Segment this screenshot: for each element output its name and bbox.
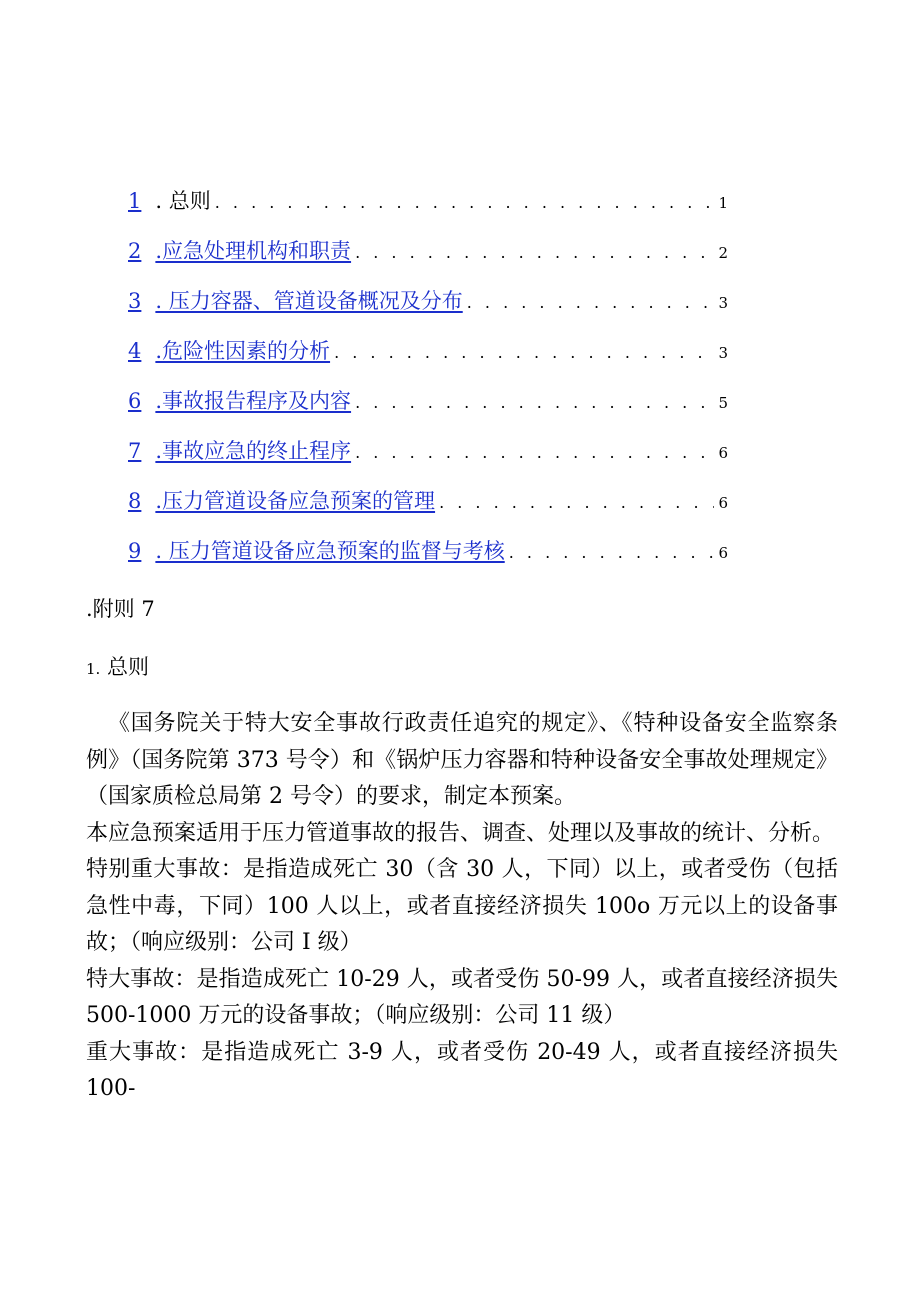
toc-leader-dots	[509, 543, 714, 562]
toc-page-number: 6	[718, 494, 728, 512]
toc-leader-dots	[355, 393, 714, 412]
toc-page-number: 1	[718, 194, 728, 212]
toc-entry-3[interactable]	[128, 285, 728, 335]
toc-entry-number[interactable]: 2	[128, 239, 142, 263]
toc-leader-dots	[334, 343, 714, 362]
paragraph: 特大事故：是指造成死亡 10-29 人，或者受伤 50-99 人，或者直接经济损失 500-1000 万元的设备事故；（响应级别：公司 11 级）	[86, 966, 838, 1028]
toc-entry-number[interactable]: 6	[128, 389, 142, 413]
toc-leader-dots	[439, 493, 714, 512]
section-number: 1.	[86, 660, 101, 678]
toc-leader-dots	[355, 243, 714, 262]
toc-page-number: 3	[718, 344, 728, 362]
toc-entry-number[interactable]: 4	[128, 339, 142, 363]
toc-page-number: 6	[718, 544, 728, 562]
toc-leader-dots	[355, 443, 714, 462]
toc-entry-number[interactable]: 7	[128, 439, 142, 463]
toc-entry-6[interactable]	[128, 385, 728, 435]
paragraph: 特别重大事故：是指造成死亡 30（含 30 人，下同）以上，或者受伤（包括急性中毒，下同）100 人以上，或者直接经济损失 100o 万元以上的设备事故；（响应级别：公司 I 级）	[86, 857, 838, 955]
toc-entry-link[interactable]: . 压力容器、管道设备概况及分布	[155, 289, 463, 313]
toc-page-number: 2	[718, 244, 728, 262]
paragraph: 《国务院关于特大安全事故行政责任追究的规定》、《特种设备安全监察条例》（国务院第 373 号令）和《锅炉压力容器和特种设备安全事故处理规定》（国家质检总局第 2 号令）的要求，制定本预案。	[86, 711, 838, 809]
section-heading	[86, 651, 149, 681]
toc-page-number: 6	[718, 444, 728, 462]
toc-entry-number[interactable]: 1	[128, 189, 142, 213]
toc-entry-4[interactable]	[128, 335, 728, 385]
toc-leader-dots	[467, 293, 714, 312]
toc-entry-number[interactable]: 9	[128, 539, 142, 563]
paragraph: 本应急预案适用于压力管道事故的报告、调查、处理以及事故的统计、分析。	[86, 820, 835, 846]
toc-entry-link[interactable]: .危险性因素的分析	[155, 339, 331, 363]
section-title: 总则	[107, 655, 149, 679]
toc-entry-link[interactable]: .应急处理机构和职责	[155, 239, 352, 263]
table-of-contents	[128, 185, 728, 585]
body-text	[86, 706, 838, 1108]
toc-entry-label: . 总则	[155, 189, 211, 213]
toc-entry-2[interactable]	[128, 235, 728, 285]
annex-heading: .附则 7	[86, 597, 155, 621]
toc-entry-link[interactable]: .压力管道设备应急预案的管理	[155, 489, 436, 513]
toc-entry-link[interactable]: .事故报告程序及内容	[155, 389, 352, 413]
toc-entry-link[interactable]: . 压力管道设备应急预案的监督与考核	[155, 539, 505, 563]
toc-page-number: 3	[718, 294, 728, 312]
paragraph: 重大事故：是指造成死亡 3-9 人，或者受伤 20-49 人，或者直接经济损失 100-	[86, 1039, 838, 1101]
toc-entry-8[interactable]	[128, 485, 728, 535]
toc-entry-7[interactable]	[128, 435, 728, 485]
toc-entry-number[interactable]: 3	[128, 289, 142, 313]
toc-entry-9[interactable]	[128, 535, 728, 585]
toc-entry-link[interactable]: .事故应急的终止程序	[155, 439, 352, 463]
toc-entry-number[interactable]: 8	[128, 489, 142, 513]
toc-entry-1[interactable]	[128, 185, 728, 235]
toc-page-number: 5	[718, 394, 728, 412]
toc-leader-dots	[215, 193, 714, 212]
